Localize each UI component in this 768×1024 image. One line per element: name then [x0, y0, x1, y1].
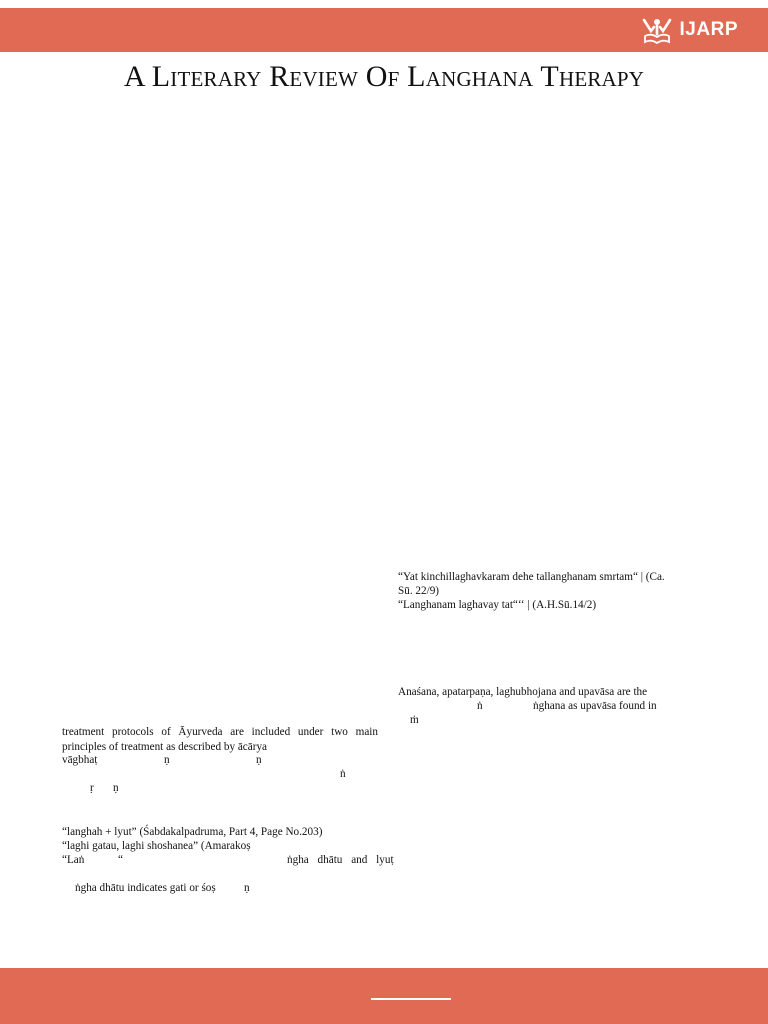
left-line-gati-n: ṇ — [244, 882, 250, 894]
brand-name: IJARP — [679, 19, 738, 40]
left-fragment-n3: ṅ — [340, 768, 346, 780]
left-fragment-n1: ṇ — [164, 754, 170, 766]
right-quote-2: “Langhanam laghavay tat“‘‘ | (A.H.Sū.14/2) — [398, 599, 597, 611]
right-para-fragment-m: ṁ — [410, 714, 419, 726]
brand-logo[interactable] — [640, 8, 738, 52]
right-quote-1-cont: Sū. 22/9) — [398, 585, 440, 597]
left-fragment-n4: ṇ — [113, 782, 119, 794]
left-fragment-n2: ṇ — [256, 754, 262, 766]
footer-divider — [371, 998, 451, 1000]
left-line-lan: “Laṅ — [62, 854, 85, 866]
left-para-word-vagbhat: vāgbhaṭ — [62, 754, 98, 766]
article-title: A Literary Review Of Langhana Therapy — [123, 60, 645, 93]
left-line-laghi: “laghi gatau, laghi shoshanea” (Amarakoṣ — [62, 840, 251, 852]
footer-bar — [0, 968, 768, 1024]
ijarp-logo-icon — [640, 14, 674, 46]
right-paragraph-2: Anaśana, apatarpaṇa, laghubhojana and upavāsa are the — [398, 686, 648, 698]
header-bar — [0, 8, 768, 52]
left-fragment-r: ṛ — [90, 782, 94, 794]
left-line-langhah: “langhah + lyut” (Śabdakalpadruma, Part 4, Page No.203) — [62, 826, 323, 838]
left-line-dhatu: ṅgha dhātu and lyuṭ — [287, 854, 394, 866]
right-para-fragment-n: ṅ — [477, 700, 483, 712]
right-quote-1: “Yat kinchillaghavkaram dehe tallanghanam smrtam“ | (Ca. — [398, 571, 665, 583]
left-line-quote-mark: “ — [118, 854, 123, 866]
left-line-gati: ṅgha dhātu indicates gati or śoṣ — [75, 882, 216, 894]
right-para-langhana: ṅghana as upavāsa found in — [533, 700, 657, 712]
left-paragraph-1: treatment protocols of Āyurveda are included under two main principles of treatment as described by ācārya — [62, 726, 378, 753]
